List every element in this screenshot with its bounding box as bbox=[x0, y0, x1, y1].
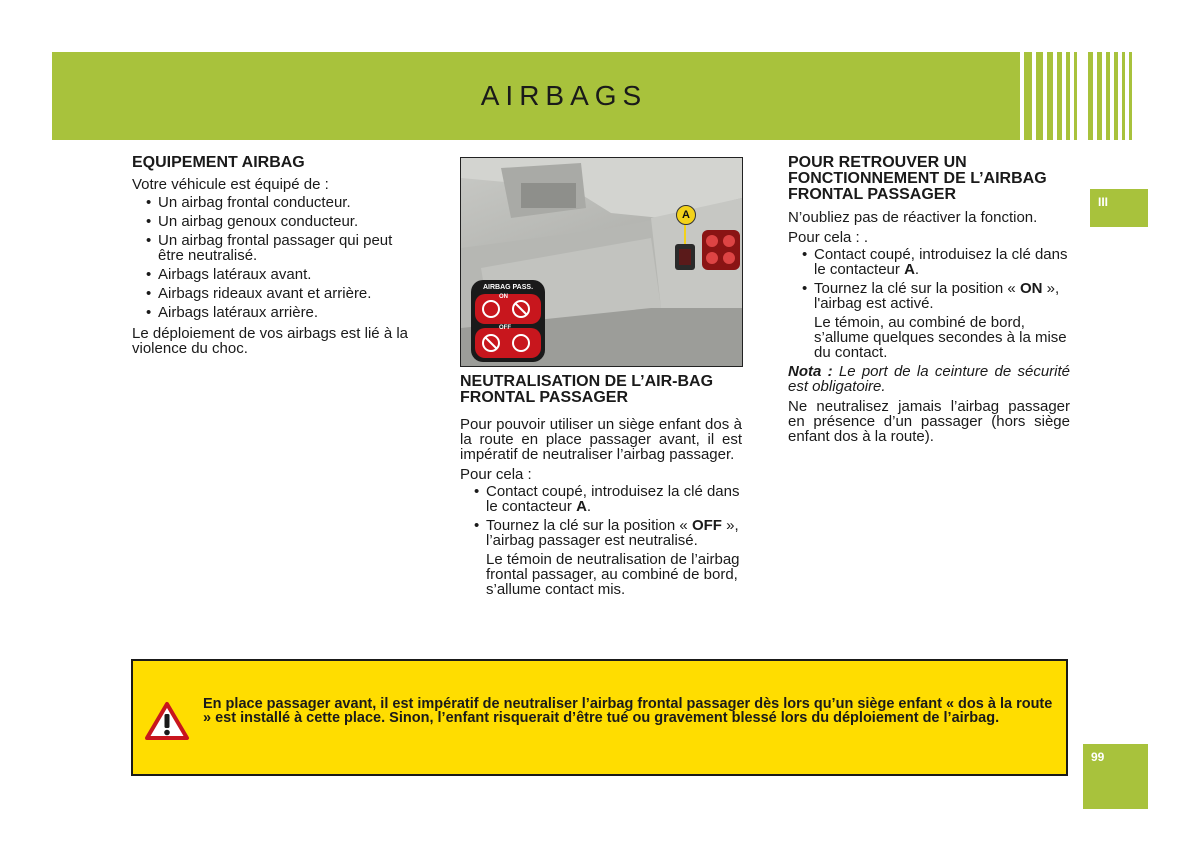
paragraph: Ne neutralisez jamais l’airbag passager en présence d’un passager (hors siège enfant dos à la route). bbox=[788, 398, 1070, 445]
section-heading: POUR RETROUVER UN FONCTIONNEMENT DE L’AIRBAG FRONTAL PASSAGER bbox=[788, 154, 1047, 203]
equipment-list bbox=[132, 195, 422, 320]
airbag-badge-title: AIRBAG PASS. bbox=[482, 284, 534, 291]
paragraph: Pour cela : bbox=[460, 466, 532, 483]
page-number-tab bbox=[1083, 744, 1148, 809]
chapter-number: III bbox=[1098, 195, 1109, 209]
switch-label-a: A bbox=[676, 205, 696, 225]
list-item: • Un airbag frontal conducteur. bbox=[132, 195, 422, 210]
dashboard-illustration bbox=[461, 158, 742, 366]
warning-text: En place passager avant, il est impératif de neutraliser l’airbag frontal passager dès lors qu’un siège enfant « dos à la route » est installé à cette place. Sinon, l’enfant risquerait d’être tué ou gravement blessé lors du déploiement de l’airbag. bbox=[203, 696, 1053, 726]
outro-text: Le déploiement de vos airbags est lié à la violence du choc. bbox=[132, 325, 409, 357]
airbag-on-label: ON bbox=[499, 294, 508, 300]
note-text: Le témoin, au combiné de bord, s’allume quelques secondes à la mise du contact. bbox=[814, 314, 1067, 361]
chapter-tab bbox=[1090, 189, 1148, 227]
list-item: • Un airbag frontal passager qui peut être neutralisé. bbox=[132, 233, 422, 263]
list-item: • Contact coupé, introduisez la clé dans le contacteur A. bbox=[788, 247, 1070, 277]
intro-text: Votre véhicule est équipé de : bbox=[132, 176, 329, 193]
list-item: • Un airbag genoux conducteur. bbox=[132, 214, 422, 229]
header-stripe bbox=[1114, 52, 1118, 140]
list-item: • Airbags rideaux avant et arrière. bbox=[132, 286, 422, 301]
header-stripe bbox=[1122, 52, 1125, 140]
section-heading: NEUTRALISATION DE L’AIR-BAG FRONTAL PASSAGER bbox=[460, 373, 714, 406]
neutralisation-section bbox=[460, 374, 742, 601]
paragraph: Pour pouvoir utiliser un siège enfant dos à la route en place passager avant, il est impératif de neutraliser l’airbag passager. bbox=[460, 416, 742, 463]
warning-icon bbox=[144, 701, 190, 741]
paragraph: N’oubliez pas de réactiver la fonction. bbox=[788, 209, 1038, 226]
list-item: • Contact coupé, introduisez la clé dans le contacteur A. bbox=[460, 484, 742, 514]
section-heading: EQUIPEMENT AIRBAG bbox=[132, 154, 305, 171]
airbag-off-label: OFF bbox=[499, 325, 511, 331]
list-item: • Airbags latéraux arrière. bbox=[132, 305, 422, 320]
page-title: AIRBAGS bbox=[480, 80, 648, 111]
step-list bbox=[460, 484, 742, 548]
list-item: • Tournez la clé sur la position « ON », l'airbag est activé. bbox=[788, 281, 1070, 311]
nota-text: Nota : Le port de la ceinture de sécurité est obligatoire. bbox=[788, 363, 1070, 395]
header-stripe bbox=[1088, 52, 1093, 140]
list-item: • Tournez la clé sur la position « OFF », l’airbag passager est neutralisé. bbox=[460, 518, 742, 548]
header-stripe bbox=[1097, 52, 1102, 140]
paragraph: Pour cela : . bbox=[788, 229, 869, 246]
page-number: 99 bbox=[1091, 750, 1105, 764]
dashboard-photo bbox=[460, 157, 743, 367]
list-item: • Airbags latéraux avant. bbox=[132, 267, 422, 282]
note-text: Le témoin de neutralisation de l’airbag frontal passager, au combiné de bord, s’allume contact mis. bbox=[486, 551, 740, 598]
reactivation-section bbox=[788, 155, 1070, 449]
warning-box bbox=[131, 659, 1068, 776]
airbag-equipment-section bbox=[132, 155, 422, 361]
header-stripe bbox=[1129, 52, 1132, 140]
step-list bbox=[788, 247, 1070, 311]
header-stripe bbox=[1106, 52, 1110, 140]
